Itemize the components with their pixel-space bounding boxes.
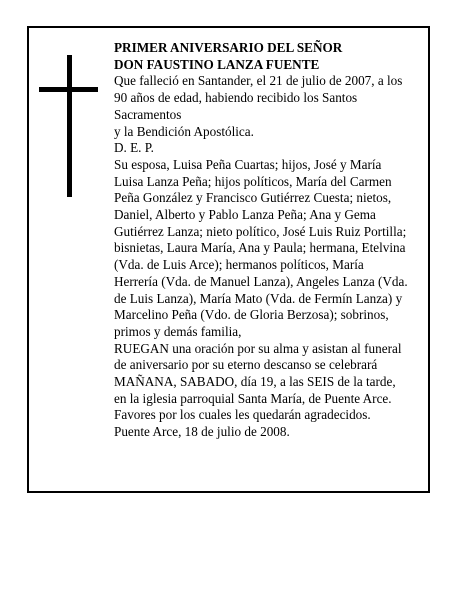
latin-cross-icon: [39, 55, 98, 197]
family-line: Marcelino Peña (Vdo. de Gloria Berzosa); sobrinos,: [114, 307, 389, 323]
family-line: Su esposa, Luisa Peña Cuartas; hijos, José y María: [114, 156, 382, 172]
request-line: de aniversario por su eterno descanso se celebrará: [114, 357, 378, 373]
notice-line: 90 años de edad, habiendo recibido los Santos: [114, 90, 358, 106]
request-line: Favores por los cuales les quedarán agradecidos.: [114, 407, 371, 423]
notice-line: Sacramentos: [114, 106, 182, 122]
obituary-notice: [27, 26, 430, 493]
family-line: Peña González y Francisco Gutiérrez Cuesta; nietos,: [114, 190, 392, 206]
notice-text: [114, 40, 426, 441]
cross-horizontal-bar: [39, 87, 98, 92]
notice-line: y la Bendición Apostólica.: [114, 123, 254, 139]
family-line: Daniel, Alberto y Pablo Lanza Peña; Ana y Gema: [114, 207, 376, 223]
rip-line: D. E. P.: [114, 140, 154, 156]
place-date-line: Puente Arce, 18 de julio de 2008.: [114, 424, 290, 440]
family-line: (Vda. de Luis Arce); hermanos políticos, María: [114, 257, 364, 273]
notice-title-line-1: PRIMER ANIVERSARIO DEL SEÑOR: [114, 40, 343, 55]
request-line: RUEGAN una oración por su alma y asistan al funeral: [114, 340, 402, 356]
family-line: Luisa Lanza Peña; hijos políticos, María del Carmen: [114, 173, 392, 189]
notice-title-line-2: DON FAUSTINO LANZA FUENTE: [114, 56, 320, 72]
request-line: MAÑANA, SABADO, día 19, a las SEIS de la tarde,: [114, 374, 396, 390]
notice-line: Que falleció en Santander, el 21 de julio de 2007, a los: [114, 73, 403, 89]
family-line: bisnietas, Laura María, Ana y Paula; hermana, Etelvina: [114, 240, 406, 256]
request-line: en la iglesia parroquial Santa María, de Puente Arce.: [114, 390, 392, 406]
family-line: Herrería (Vda. de Manuel Lanza), Angeles Lanza (Vda.: [114, 273, 408, 289]
family-line: primos y demás familia,: [114, 323, 242, 339]
family-line: de Luis Lanza), María Mato (Vda. de Fermín Lanza) y: [114, 290, 403, 306]
cross-vertical-bar: [67, 55, 72, 197]
family-line: Gutiérrez Lanza; nieto político, José Luis Ruiz Portilla;: [114, 223, 407, 239]
